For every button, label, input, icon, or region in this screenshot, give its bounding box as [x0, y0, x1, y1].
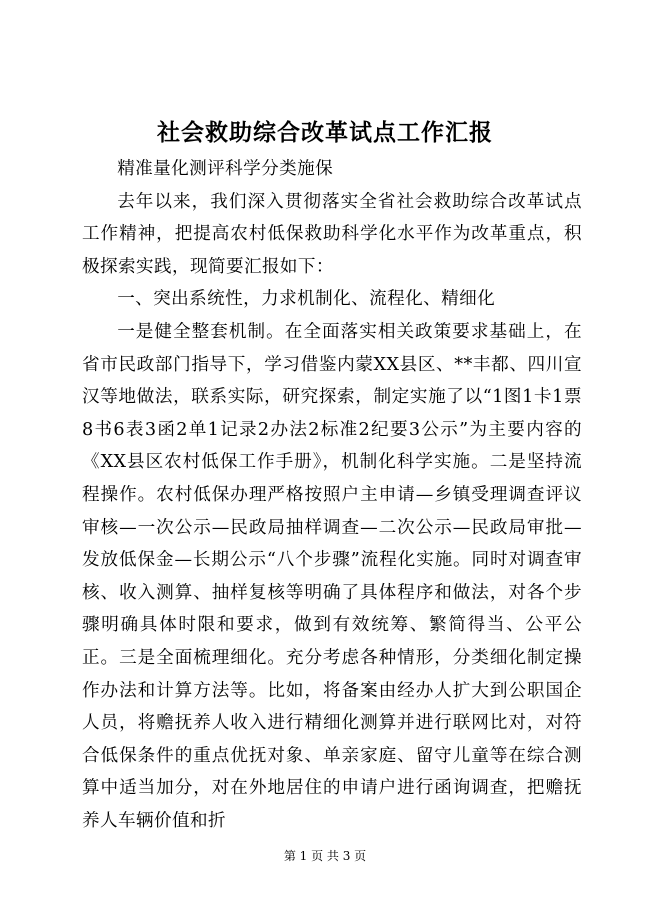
body-paragraph: 一是健全整套机制。在全面落实相关政策要求基础上，在省市民政部门指导下，学习借鉴内蒙XX县区、**丰都、四川宣汉等地做法，联系实际，研究探索，制定实施了以“1图1卡1票8书6表3函2单1记录2办法2标准2纪要3公示”为主要内容的《XX县区农村低保工作手册》，机制化科学实施。二是坚持流程操作。农村低保办理严格按照户主申请—乡镇受理调查评议审核—一次公示—民政局抽样调查—二次公示—民政局审批—发放低保金—长期公示“八个步骤”流程化实施。同时对调查审核、收入测算、抽样复核等明确了具体程序和做法，对各个步骤明确具体时限和要求，做到有效统筹、繁简得当、公平公正。三是全面梳理细化。充分考虑各种情形，分类细化制定操作办法和计算方法等。比如，将备案由经办人扩大到公职国企人员，将赡抚养人收入进行精细化测算并进行联网比对，对符合低保条件的重点优抚对象、单亲家庭、留守儿童等在综合测算中适当加分，对在外地居住的申请户进行函询调查，把赡抚养人车辆价值和折 — [82, 321, 582, 831]
subtitle-paragraph: 精准量化测评科学分类施保 — [117, 159, 334, 179]
document-title: 社会救助综合改革试点工作汇报 — [157, 119, 493, 146]
section-heading: 一、突出系统性，力求机制化、流程化、精细化 — [117, 289, 496, 310]
intro-paragraph: 去年以来，我们深入贯彻落实全省社会救助综合改革试点工作精神，把提高农村低保救助科学化水平作为改革重点，积极探索实践，现简要汇报如下： — [82, 191, 582, 277]
document-body — [82, 153, 582, 837]
page-footer: 第 1 页 共 3 页 — [283, 849, 367, 863]
